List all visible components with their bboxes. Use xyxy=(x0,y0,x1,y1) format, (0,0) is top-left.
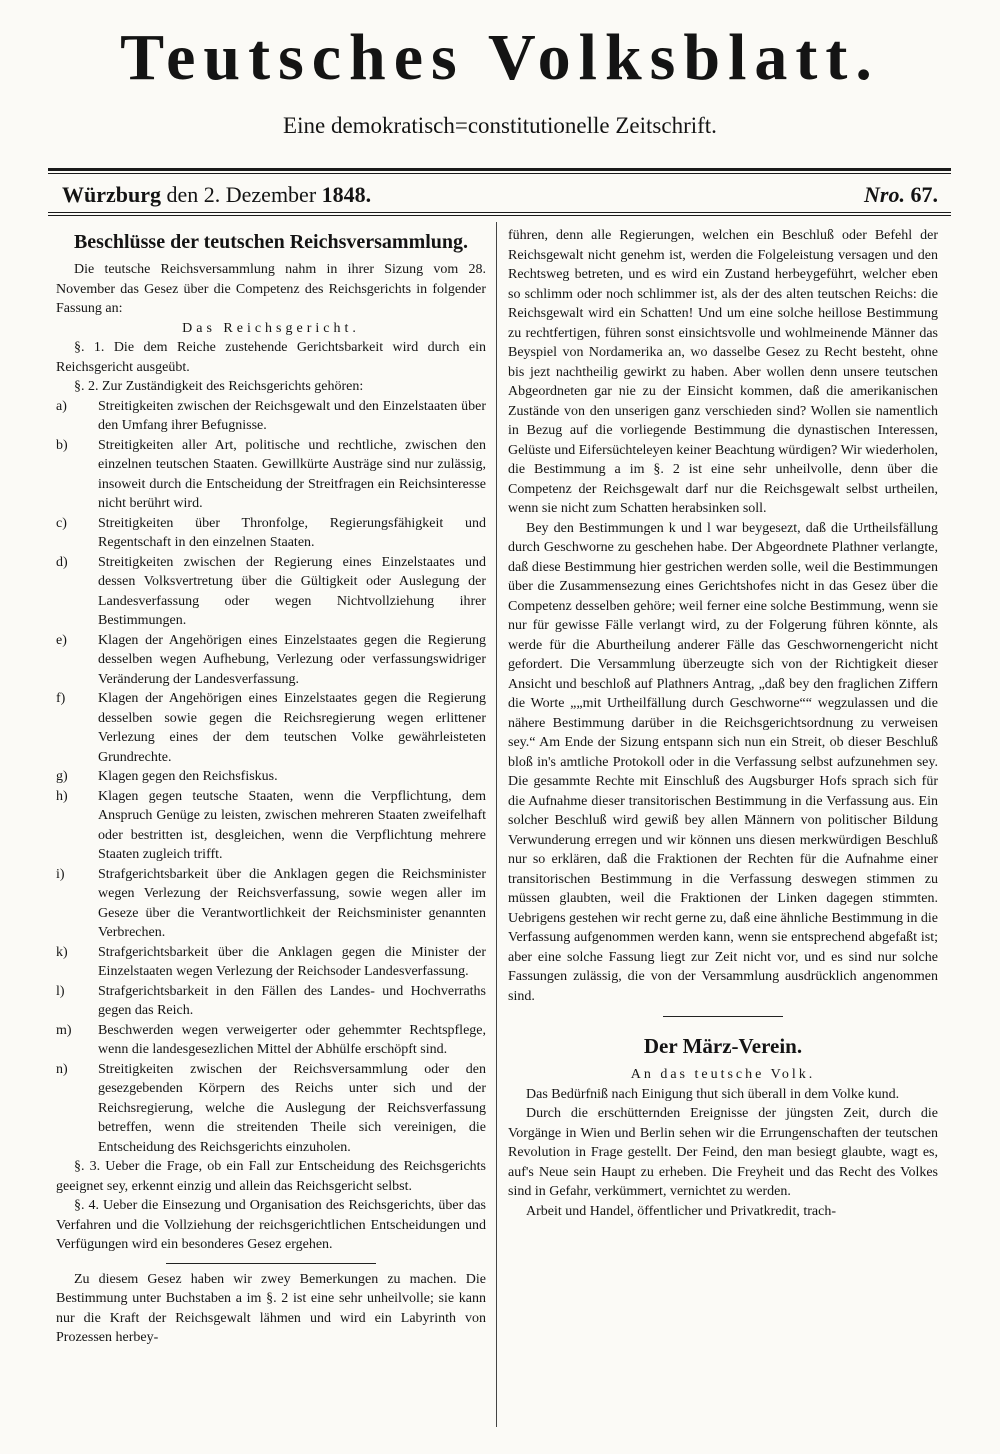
list-item xyxy=(56,514,486,553)
item-text: Klagen der Angehörigen eines Einzelstaates gegen die Regierung desselben wegen Aufhebung, Verlezung oder verfassungswidriger Veränderung der Landesverfassung. xyxy=(98,632,486,687)
list-item xyxy=(56,1021,486,1060)
item-label: c) xyxy=(56,515,67,531)
article-separator xyxy=(663,1016,783,1017)
item-text: Streitigkeiten zwischen der Reichsversammlung oder den gesezgebenden Körpern des Reichs unter sich und der Reichsregierung, welche die Auslegung der Reichsverfassung betreffen, wenn die streitenden Theile sich vereinigen, die Entscheidung des Reichsgerichts einzuholen. xyxy=(98,1061,486,1155)
dateline xyxy=(62,180,938,210)
list-item xyxy=(56,982,486,1021)
masthead xyxy=(0,0,1000,180)
maerz-paragraph-2: Durch die erschütternden Ereignisse der jüngsten Zeit, durch die Vorgänge in Wien und Berlin sehen wir die Errungenschaften der teutschen Revolution in Frage gestellt. Der Feind, den man besiegt glaubte, wagt es, auf's Neue sein Haupt zu erheben. Die Freyheit und das Recht des Volkes sind in Gefahr, verkümmert, vernichtet zu werden. xyxy=(508,1106,938,1199)
law-title: Das Reichsgericht. xyxy=(182,320,360,336)
dateline-rule-2 xyxy=(48,215,951,216)
item-text: Streitigkeiten aller Art, politische und rechtliche, zwischen den einzelnen teutschen Staaten. Gewillkürte Austräge sind nur zulässig, insoweit durch die Entscheidung der Streitfragen ein Reichsinteresse nicht berührt wird. xyxy=(98,437,486,511)
article-subheading: An das teutsche Volk. xyxy=(630,1067,816,1082)
dateline-date: den 2. Dezember xyxy=(166,182,317,207)
item-label: e) xyxy=(56,632,67,648)
commentary-continued: führen, denn alle Regierungen, welchen ein Beschluß oder Befehl der Reichsgewalt nicht genehm ist, werden die Folgeleistung versagen und den Rechtsweg betreten, und es wird ein Zustand herbeygeführt, welcher eben so schlimm oder noch schlimmer ist, als der des alten teutschen Reichs: die Reichsgewalt wird ein Schatten! Und um eine solche heillose Bestimmung zu rechtfertigen, führen sonst einsichtsvolle und wohlmeinende Männer das Beyspiel von Nordamerika an, wo dasselbe Gesez zu Recht besteht, ohne bis jezt nachtheilig gewirkt zu haben. Aber wollen denn unsere teutschen Abgeordneten gar nie zu der Einsicht kommen, daß die amerikanischen Zustände von den unserigen ganz verschieden sind? Wollen sie namentlich in Bezug auf die vorliegende Bestimmung die dynastischen Interessen, Gelüste und Eifersüchteleyen keiner Beachtung würdigen? Wir wiederholen, die Bestimmung a im §. 2 ist eine sehr unheilvolle, denn über die Competenz der Reichsgewalt darf nur die Reichsgewalt selbst urtheilen, wenn sie nicht zum Schatten herabsinken soll. xyxy=(508,228,938,516)
list-item xyxy=(56,436,486,514)
column-divider xyxy=(496,222,497,1427)
maerz-paragraph-3: Arbeit und Handel, öffentlicher und Privatkredit, trach- xyxy=(526,1203,836,1219)
item-label: g) xyxy=(56,769,68,784)
article-heading-maerz-verein: Der März-Verein. xyxy=(643,1034,803,1058)
section-3: §. 3. Ueber die Frage, ob ein Fall zur Entscheidung des Reichsgerichts geeignet sey, erkennt einzig und allein das Reichsgericht selbst. xyxy=(56,1159,486,1194)
item-text: Streitigkeiten zwischen der Reichsgewalt und den Einzelstaaten über den Umfang ihrer Befugnisse. xyxy=(98,398,486,433)
dateline-year: 1848. xyxy=(321,182,372,207)
masthead-rule-thin xyxy=(48,173,951,174)
item-label: b) xyxy=(56,437,68,453)
commentary-paragraph: Zu diesem Gesez haben wir zwey Bemerkungen zu machen. Die Bestimmung unter Buchstaben a im §. 2 ist eine sehr unheilvolle; sie kann nur die Kraft der Reichsgewalt lähmen und wird ein Labyrinth von Prozessen herbey- xyxy=(56,1271,486,1345)
list-item xyxy=(56,943,486,982)
dateline-rule-1 xyxy=(48,212,951,213)
item-label: i) xyxy=(56,866,65,882)
article-heading-reichsversammlung: Beschlüsse der teutschen Reichsversammlung. xyxy=(73,231,469,253)
dateline-place: Würzburg xyxy=(62,182,161,207)
item-text: Strafgerichtsbarkeit über die Anklagen gegen die Reichsminister wegen Verlezung der Reichsverfassung, sowie wegen aller im Geseze über die Verantwortlichkeit der Reichsminister genannten Verbrechen. xyxy=(98,866,486,940)
section-1: §. 1. Die dem Reiche zustehende Gerichtsbarkeit wird durch ein Reichsgericht ausgeübt. xyxy=(56,340,486,375)
item-text: Klagen gegen teutsche Staaten, wenn die Verpflichtung, dem Anspruch Genüge zu leisten, zwischen mehreren Staaten zweifelhaft oder bestritten ist, desgleichen, wenn die Verpflichtung mehrere Staaten zugleich trifft. xyxy=(98,788,486,862)
issue-number xyxy=(864,180,938,210)
item-text: Strafgerichtsbarkeit über die Anklagen gegen die Minister der Einzelstaaten wegen Verlezung der Reichsoder Landesverfassung. xyxy=(98,944,486,979)
item-text: Strafgerichtsbarkeit in den Fällen des Landes- und Hochverraths gegen das Reich. xyxy=(98,983,486,1018)
item-text: Klagen gegen den Reichsfiskus. xyxy=(98,769,278,784)
commentary-paragraph-2: Bey den Bestimmungen k und l war beygesezt, daß die Urtheilsfällung durch Geschworne zu geschehen habe. Der Abgeordnete Plathner verlangte, daß diese Bestimmung hier gestrichen werden solle, weil die Bestimmungen über die Zusammensezung eines Gerichtshofes nicht in das Gesez über die Competenz desselben gehöre; weil ferner eine solche Bestimmung, wenn sie nur für gewisse Fälle verlangt wird, zu der Folgerung führen könnte, als werde für die Aburtheilung anderer Fälle das Geschwornengericht nicht gefordert. Die Versammlung überzeugte sich von der Richtigkeit dieser Ansicht und beschloß auf Plathners Antrag, „daß bey den fraglichen Ziffern die Worte „„mit Urtheilfällung durch Geschworne““ wegzulassen und die nähere Bestimmung darüber in die Reichsgerichtsordnung zu verweisen sey.“ Am Ende der Sizung entspann sich nun ein Streit, ob dieser Beschluß bloß in's amtliche Protokoll oder in die Verfassung selbst aufzunehmen sey. Die gesammte Rechte mit Einschluß des Augsburger Hofs sprach sich für die Aufnahme dieser transitorischen Bestimmung in die Verfassung aus. Ein solcher Beschluß wird gewiß bey allen Männern von politischer Bildung Verwunderung erregen und wir können uns diesen merkwürdigen Beschluß nur so erklären, daß die Fraktionen der Rechten für die Aufnahme einer transitorischen Bestimmung in die Verfassung deswegen stimmen zu müssen glaubten, weil die Fraktionen der Linken dagegen stimmten. Uebrigens gestehen wir recht gerne zu, daß eine ähnliche Bestimmung in die Verfassung aufgenommen werden kann, wenn sie entsprechend abgefaßt ist; aber eine solche Fassung liegt zur Zeit nicht vor, und es sind nur solche Fassungen zulässig, die von der Versammlung ausdrücklich angenommen sind. xyxy=(508,520,938,1004)
item-label: m) xyxy=(56,1022,72,1038)
item-text: Streitigkeiten über Thronfolge, Regierungsfähigkeit und Regentschaft in den einzelnen Staaten. xyxy=(98,515,486,550)
maerz-paragraph-1: Das Bedürfniß nach Einigung thut sich überall in dem Volke kund. xyxy=(526,1086,900,1102)
newspaper-subtitle: Eine demokratisch=constitutionelle Zeitschrift. xyxy=(283,113,717,138)
item-text: Streitigkeiten zwischen der Regierung eines Einzelstaates und dessen Volksvertretung über die Gültigkeit oder Auslegung der Landesverfassung oder wegen Nichtvollziehung ihrer Bestimmungen. xyxy=(98,554,486,628)
newspaper-title: Teutsches Volksblatt. xyxy=(120,21,880,94)
item-label: l) xyxy=(56,983,65,999)
item-text: Beschwerden wegen verweigerter oder gehemmter Rechtspflege, wenn die landesgesezlichen Mittel der Abhülfe erschöpft sind. xyxy=(98,1022,486,1057)
section-4: §. 4. Ueber die Einsezung und Organisation des Reichsgerichts, über das Verfahren und die Vollziehung der reichsgerichtlichen Entscheidungen und Verfügungen wird ein besonderes Gesez ergehen. xyxy=(56,1198,486,1252)
list-item xyxy=(56,1060,486,1158)
list-item xyxy=(56,787,486,865)
masthead-rule-top xyxy=(48,168,951,171)
intro-paragraph: Die teutsche Reichsversammlung nahm in ihrer Sizung vom 28. November das Gesez über die Competenz des Reichsgerichts in folgender Fassung an: xyxy=(56,262,486,316)
list-item xyxy=(56,865,486,943)
item-label: h) xyxy=(56,788,68,804)
item-label: d) xyxy=(56,554,68,570)
item-label: a) xyxy=(56,398,67,414)
issue-value: 67. xyxy=(910,182,938,207)
section-separator xyxy=(166,1263,376,1264)
item-text: Klagen der Angehörigen eines Einzelstaates gegen die Regierung desselben sowie gegen die Reichsregierung wegen erlittener Verlezung eines der dem teutschen Volke gewährleisteten Grundrechte. xyxy=(98,691,486,765)
item-label: k) xyxy=(56,944,68,960)
item-label: f) xyxy=(56,691,66,706)
section-2: §. 2. Zur Zuständigkeit des Reichsgerichts gehören: xyxy=(74,379,364,394)
list-item xyxy=(56,689,486,767)
list-item xyxy=(56,767,486,787)
list-item xyxy=(56,631,486,690)
list-item xyxy=(56,553,486,631)
list-item xyxy=(56,397,486,436)
issue-prefix: Nro. xyxy=(864,182,905,207)
item-label: n) xyxy=(56,1061,68,1077)
right-column xyxy=(508,226,938,1221)
left-column xyxy=(56,226,486,1348)
